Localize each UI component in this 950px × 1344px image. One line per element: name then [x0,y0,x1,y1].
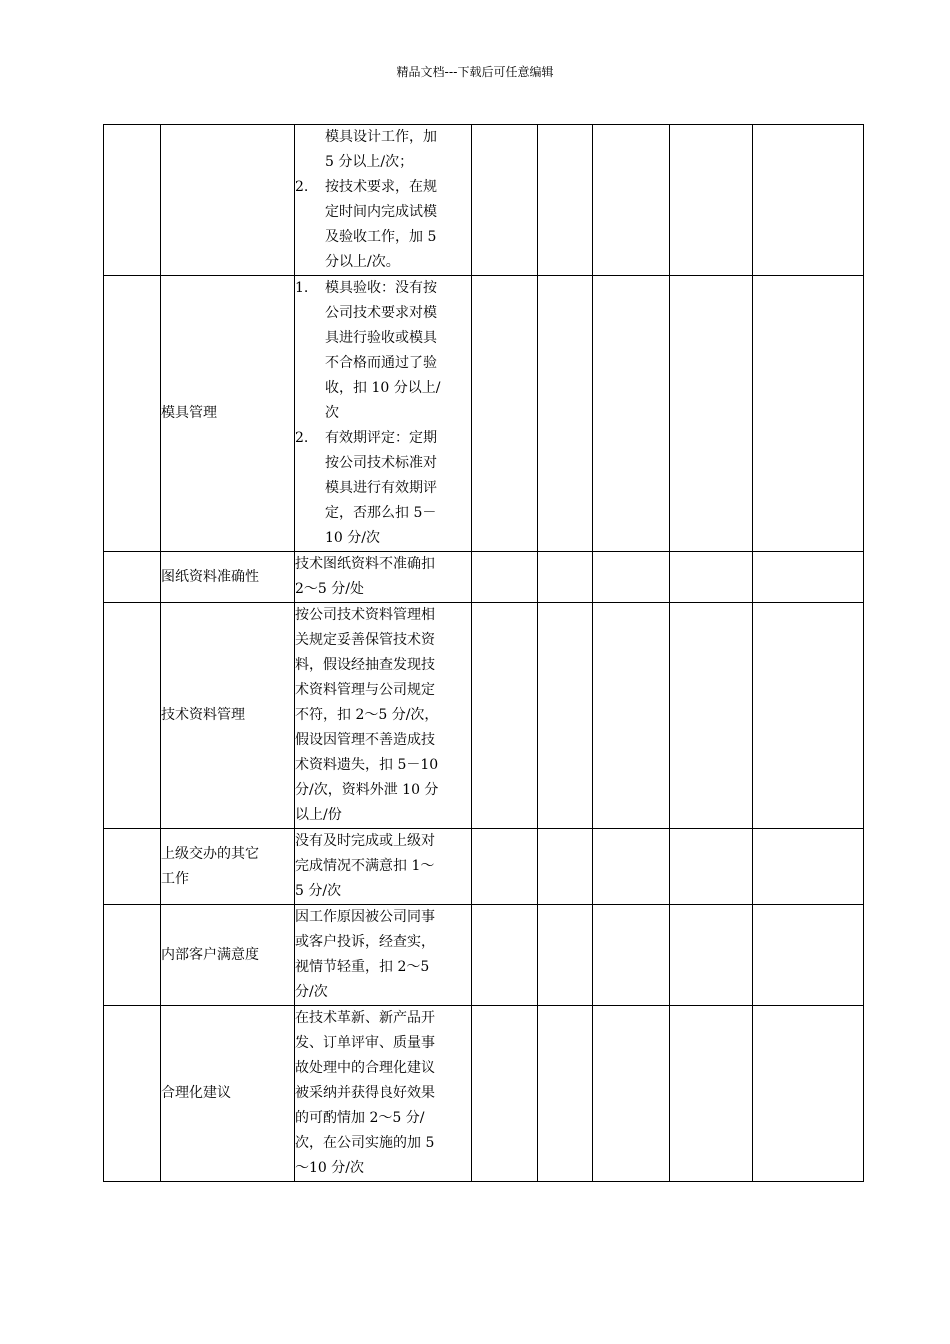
table-body [104,125,864,1182]
criteria-text: 10 分/次 [325,530,380,546]
item-label: 内部客户满意度 [161,946,259,963]
score-cell[interactable] [593,603,670,829]
score-cell[interactable] [753,276,864,552]
table-row [104,125,864,276]
criteria-text: 发、订单评审、质量事 [295,1035,435,1051]
criteria-text: 分/次 [295,984,328,1000]
criteria-text: 料，假设经抽查发现技 [295,657,435,673]
score-cell[interactable] [753,829,864,905]
item-label-cell [161,603,295,829]
page-header: 精品文档---下载后可任意编辑 [396,65,554,79]
index-cell [104,276,161,552]
score-cell[interactable] [670,1006,753,1182]
score-cell[interactable] [472,552,538,603]
score-cell[interactable] [753,905,864,1006]
score-cell[interactable] [538,125,593,276]
score-cell[interactable] [472,603,538,829]
criteria-text: 故处理中的合理化建议 [295,1060,435,1076]
criteria-item [295,175,471,275]
score-cell[interactable] [538,552,593,603]
index-cell [104,552,161,603]
score-cell[interactable] [670,125,753,276]
item-label: 上级交办的其它 [161,845,259,862]
criteria-cell [295,125,472,276]
criteria-body [325,175,471,275]
score-cell[interactable] [670,905,753,1006]
score-cell[interactable] [670,829,753,905]
criteria-text: 视情节轻重，扣 2～5 [295,959,430,975]
criteria-text: 模具设计工作，加 [325,129,437,145]
index-cell [104,829,161,905]
criteria-text: 被采纳并获得良好效果 [295,1085,435,1101]
index-cell [104,603,161,829]
score-cell[interactable] [472,829,538,905]
score-cell[interactable] [538,905,593,1006]
criteria-text: 5 分以上/次； [325,154,414,170]
criteria-item [295,276,471,426]
index-cell [104,905,161,1006]
item-label: 合理化建议 [161,1085,231,1101]
criteria-body [325,426,471,551]
score-cell[interactable] [593,829,670,905]
table-row [104,905,864,1006]
score-cell[interactable] [472,905,538,1006]
item-label-cell [161,905,295,1006]
criteria-text: 的可酌情加 2～5 分/ [295,1110,425,1126]
item-label-cell [161,1006,295,1182]
criteria-text: 按公司技术资料管理相 [295,607,435,623]
criteria-text: 及验收工作，加 5 [325,229,437,245]
criteria-text: 技术图纸资料不准确扣 [295,556,435,572]
criteria-text: 不符，扣 2～5 分/次， [295,707,439,723]
table-row [104,1006,864,1182]
index-cell [104,1006,161,1182]
score-cell[interactable] [670,552,753,603]
item-label-cell [161,829,295,905]
criteria-number [295,125,325,175]
item-label-cell [161,125,295,276]
table-row [104,276,864,552]
criteria-text: 5 分/次 [295,883,342,899]
score-cell[interactable] [538,603,593,829]
score-cell[interactable] [538,1006,593,1182]
score-cell[interactable] [670,603,753,829]
criteria-text: 分/次，资料外泄 10 分 [295,782,439,798]
criteria-item [295,426,471,551]
criteria-text: 术资料遗失，扣 5－10 [295,757,439,773]
score-cell[interactable] [472,125,538,276]
criteria-text: 模具验收：没有按 [325,280,437,296]
criteria-cell [295,1006,472,1182]
score-cell[interactable] [593,552,670,603]
criteria-text: 完成情况不满意扣 1～ [295,858,435,874]
criteria-text: ～10 分/次 [295,1160,364,1176]
criteria-cell [295,276,472,552]
criteria-text: 模具进行有效期评 [325,480,437,496]
score-cell[interactable] [753,603,864,829]
assessment-table [103,124,864,1182]
criteria-text: 具进行验收或模具 [325,330,437,346]
criteria-text: 定，否那么扣 5－ [325,505,437,521]
criteria-text: 没有及时完成或上级对 [295,833,435,849]
criteria-text: 有效期评定：定期 [325,430,437,446]
criteria-item [295,125,471,175]
criteria-text: 分以上/次。 [325,254,400,270]
criteria-cell [295,552,472,603]
table-row [104,603,864,829]
score-cell[interactable] [472,276,538,552]
item-label: 工作 [161,870,189,887]
score-cell[interactable] [472,1006,538,1182]
item-label: 技术资料管理 [161,707,245,723]
criteria-text: 不合格而通过了验 [325,355,437,371]
table-row [104,829,864,905]
criteria-text: 次 [325,405,339,421]
score-cell[interactable] [593,1006,670,1182]
criteria-number: 2. [295,430,309,446]
criteria-text: 术资料管理与公司规定 [295,682,435,698]
criteria-text: 按公司技术标准对 [325,455,437,471]
criteria-cell [295,603,472,829]
criteria-text: 定时间内完成试模 [325,204,437,220]
criteria-body [325,276,471,426]
item-label: 模具管理 [161,405,217,421]
criteria-text: 假设因管理不善造成技 [295,732,435,748]
item-label-cell [161,276,295,552]
score-cell[interactable] [753,125,864,276]
criteria-text: 在技术革新、新产品开 [295,1010,435,1026]
score-cell[interactable] [593,276,670,552]
criteria-text: 按技术要求，在规 [325,179,437,195]
criteria-text: 以上/份 [295,807,342,823]
criteria-text: 收，扣 10 分以上/ [325,380,441,396]
criteria-text: 2～5 分/处 [295,581,364,597]
score-cell[interactable] [753,552,864,603]
criteria-cell [295,829,472,905]
score-cell[interactable] [670,276,753,552]
score-cell[interactable] [593,125,670,276]
criteria-number: 1. [295,280,309,296]
score-cell[interactable] [593,905,670,1006]
score-cell[interactable] [538,276,593,552]
item-label-cell [161,552,295,603]
index-cell [104,125,161,276]
criteria-number: 2. [295,179,309,195]
criteria-text: 或客户投诉，经查实， [295,934,435,950]
criteria-body [325,125,471,175]
criteria-cell [295,905,472,1006]
criteria-text: 因工作原因被公司同事 [295,909,435,925]
criteria-text: 关规定妥善保管技术资 [295,632,435,648]
score-cell[interactable] [538,829,593,905]
item-label: 图纸资料准确性 [161,568,259,585]
table-row [104,552,864,603]
criteria-text: 公司技术要求对模 [325,305,437,321]
criteria-text: 次，在公司实施的加 5 [295,1135,435,1151]
score-cell[interactable] [753,1006,864,1182]
